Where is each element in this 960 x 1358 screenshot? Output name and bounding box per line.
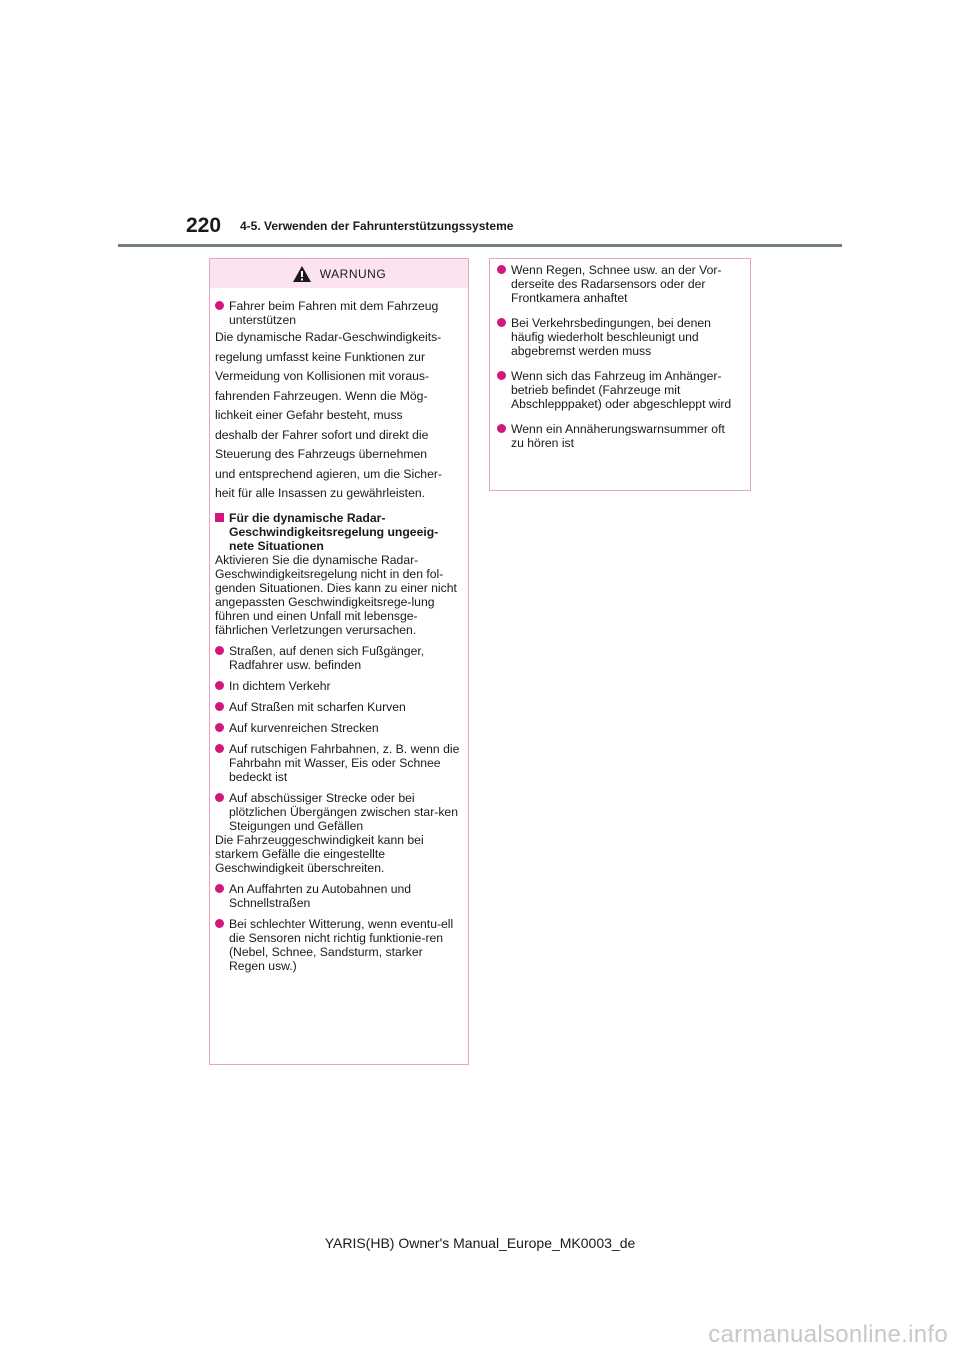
warning-paragraph xyxy=(215,328,460,504)
list-item xyxy=(215,917,460,973)
list-item xyxy=(215,679,460,693)
warning-triangle-icon xyxy=(292,265,312,283)
paragraph-line: Steuerung des Fahrzeugs übernehmen xyxy=(215,447,428,461)
note-paragraph: Die Fahrzeuggeschwindigkeit kann bei starkem Gefälle die eingestellte Geschwindigkeit überschreiten. xyxy=(215,832,424,875)
list-item xyxy=(497,369,740,411)
bullet-dot-icon xyxy=(215,723,224,732)
bullet-text: Auf rutschigen Fahrbahnen, z. B. wenn die Fahrbahn mit Wasser, Eis oder Schnee bedeckt ist xyxy=(229,741,460,784)
footer-manual-id: YARIS(HB) Owner's Manual_Europe_MK0003_de xyxy=(324,1235,636,1251)
paragraph-line: Die dynamische Radar-Geschwindigkeits- xyxy=(215,330,442,344)
paragraph-line: und entsprechend agieren, um die Sicher- xyxy=(215,466,442,481)
bullet-text: Fahrer beim Fahren mit dem Fahrzeug unterstützen xyxy=(229,299,439,327)
list-item xyxy=(215,791,460,833)
bullet-dot-icon xyxy=(215,793,224,802)
list-item xyxy=(215,721,460,735)
paragraph-line: deshalb der Fahrer sofort und direkt die xyxy=(215,427,429,442)
intro-paragraph: Aktivieren Sie die dynamische Radar-Geschwindigkeitsregelung nicht in den fol-genden Situationen. Dies kann zu einer nicht angepassten Geschwindigkeitsrege-lung führen und einen Unfall mit lebensge-fährlichen Verletzungen verursachen. xyxy=(215,552,457,637)
section-title: 4-5. Verwenden der Fahrunterstützungssysteme xyxy=(240,219,514,233)
bullet-text: Bei Verkehrsbedingungen, bei denen häufig wiederholt beschleunigt und abgebremst werden muss xyxy=(511,316,711,358)
bullet-text: Bei schlechter Witterung, wenn eventu-ell die Sensoren nicht richtig funktionie-ren (Nebel, Schnee, Sandsturm, starker Regen usw.) xyxy=(229,916,454,973)
bullet-dot-icon xyxy=(497,424,506,433)
list-item xyxy=(215,299,460,327)
page-number: 220 xyxy=(186,214,222,237)
bullet-dot-icon xyxy=(215,919,224,928)
paragraph-line: regelung umfasst keine Funktionen zur xyxy=(215,349,426,364)
bullet-dot-icon xyxy=(497,265,506,274)
warning-body xyxy=(210,288,468,973)
bullet-text: Wenn ein Annäherungswarnsummer oft zu hören ist xyxy=(511,422,725,450)
bullet-dot-icon xyxy=(215,744,224,753)
paragraph-line: fahrenden Fahrzeugen. Wenn die Mög- xyxy=(215,388,428,403)
bullet-dot-icon xyxy=(215,884,224,893)
list-item xyxy=(215,882,460,910)
list-item xyxy=(215,644,460,672)
subheading xyxy=(215,511,460,553)
list-item xyxy=(215,700,460,714)
warning-box-continued xyxy=(489,258,751,491)
paragraph-line: Vermeidung von Kollisionen mit voraus- xyxy=(215,369,430,383)
watermark: carmanualsonline.info xyxy=(708,1321,948,1348)
bullet-text: An Auffahrten zu Autobahnen und Schnellstraßen xyxy=(229,881,412,910)
bullet-dot-icon xyxy=(215,702,224,711)
header-divider xyxy=(118,244,842,247)
paragraph-line: lichkeit einer Gefahr besteht, muss xyxy=(215,408,403,422)
bullet-text: Auf kurvenreichen Strecken xyxy=(229,720,379,735)
bullet-dot-icon xyxy=(215,681,224,690)
list-item xyxy=(497,422,740,450)
bullet-text: Wenn sich das Fahrzeug im Anhänger-betrieb befindet (Fahrzeuge mit Abschlepppaket) oder abgeschleppt wird xyxy=(511,369,732,411)
bullet-text: Straßen, auf denen sich Fußgänger, Radfahrer usw. befinden xyxy=(229,643,425,672)
bullet-text: In dichtem Verkehr xyxy=(229,678,331,693)
paragraph-line: heit für alle Insassen zu gewährleisten. xyxy=(215,486,426,500)
bullet-text: Auf abschüssiger Strecke oder bei plötzlichen Übergängen zwischen star-ken Steigungen und Gefällen xyxy=(229,790,458,833)
list-item xyxy=(497,316,740,358)
bullet-dot-icon xyxy=(497,371,506,380)
warning-header xyxy=(210,259,468,288)
bullet-dot-icon xyxy=(215,301,224,310)
list-item xyxy=(215,742,460,784)
warning-box xyxy=(209,258,469,1065)
bullet-text: Auf Straßen mit scharfen Kurven xyxy=(229,699,406,714)
warning-label: WARNUNG xyxy=(319,266,387,281)
list-item xyxy=(497,263,740,305)
bullet-dot-icon xyxy=(497,318,506,327)
bullet-dot-icon xyxy=(215,646,224,655)
subheading-text: Für die dynamische Radar-Geschwindigkeitsregelung ungeeig-nete Situationen xyxy=(229,510,439,553)
square-bullet-icon xyxy=(215,513,224,522)
bullet-text: Wenn Regen, Schnee usw. an der Vor-derseite des Radarsensors oder der Frontkamera anhaftet xyxy=(511,263,722,305)
